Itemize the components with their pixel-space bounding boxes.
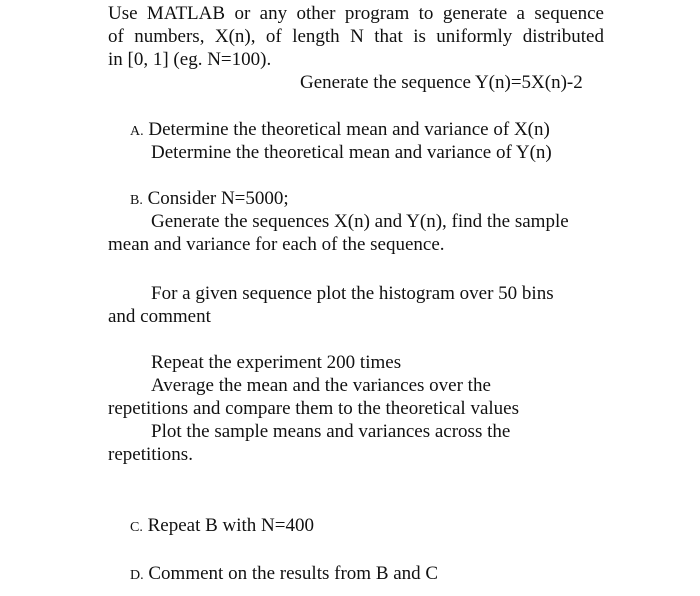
part-b-line-4: For a given sequence plot the histogram over 50 bins <box>151 283 554 304</box>
part-b-line-9: Plot the sample means and variances across the <box>151 421 511 442</box>
part-c-marker: C. <box>130 520 143 535</box>
part-b-line-5: and comment <box>108 306 211 327</box>
part-b-line-7: Average the mean and the variances over the <box>151 375 491 396</box>
part-b-line-2: Generate the sequences X(n) and Y(n), find the sample <box>151 211 569 232</box>
part-a-marker: A. <box>130 124 144 139</box>
intro-line-1: Use MATLAB or any other program to generate a sequence <box>108 3 604 24</box>
part-d-marker: D. <box>130 568 144 583</box>
intro-line-2: of numbers, X(n), of length N that is uniformly distributed <box>108 26 604 47</box>
intro-line-3: in [0, 1] (eg. N=100). <box>108 49 272 70</box>
part-c-text-1: Repeat B with N=400 <box>147 515 314 536</box>
part-b-text-1: Consider N=5000; <box>147 188 289 209</box>
part-b-marker: B. <box>130 193 143 208</box>
part-b-line-8: repetitions and compare them to the theoretical values <box>108 398 519 419</box>
part-b-line-10: repetitions. <box>108 444 193 465</box>
part-a-line-1 <box>130 118 550 143</box>
part-d-line-1 <box>130 562 438 587</box>
intro-line-4: Generate the sequence Y(n)=5X(n)-2 <box>300 72 583 93</box>
part-c-line-1 <box>130 514 314 539</box>
part-b-line-3: mean and variance for each of the sequence. <box>108 234 445 255</box>
part-a-line-2: Determine the theoretical mean and variance of Y(n) <box>151 142 552 163</box>
part-d-text-1: Comment on the results from B and C <box>148 563 439 584</box>
part-b-line-6: Repeat the experiment 200 times <box>151 352 402 373</box>
part-a-text-1: Determine the theoretical mean and variance of X(n) <box>148 119 550 140</box>
part-b-line-1 <box>130 187 289 212</box>
